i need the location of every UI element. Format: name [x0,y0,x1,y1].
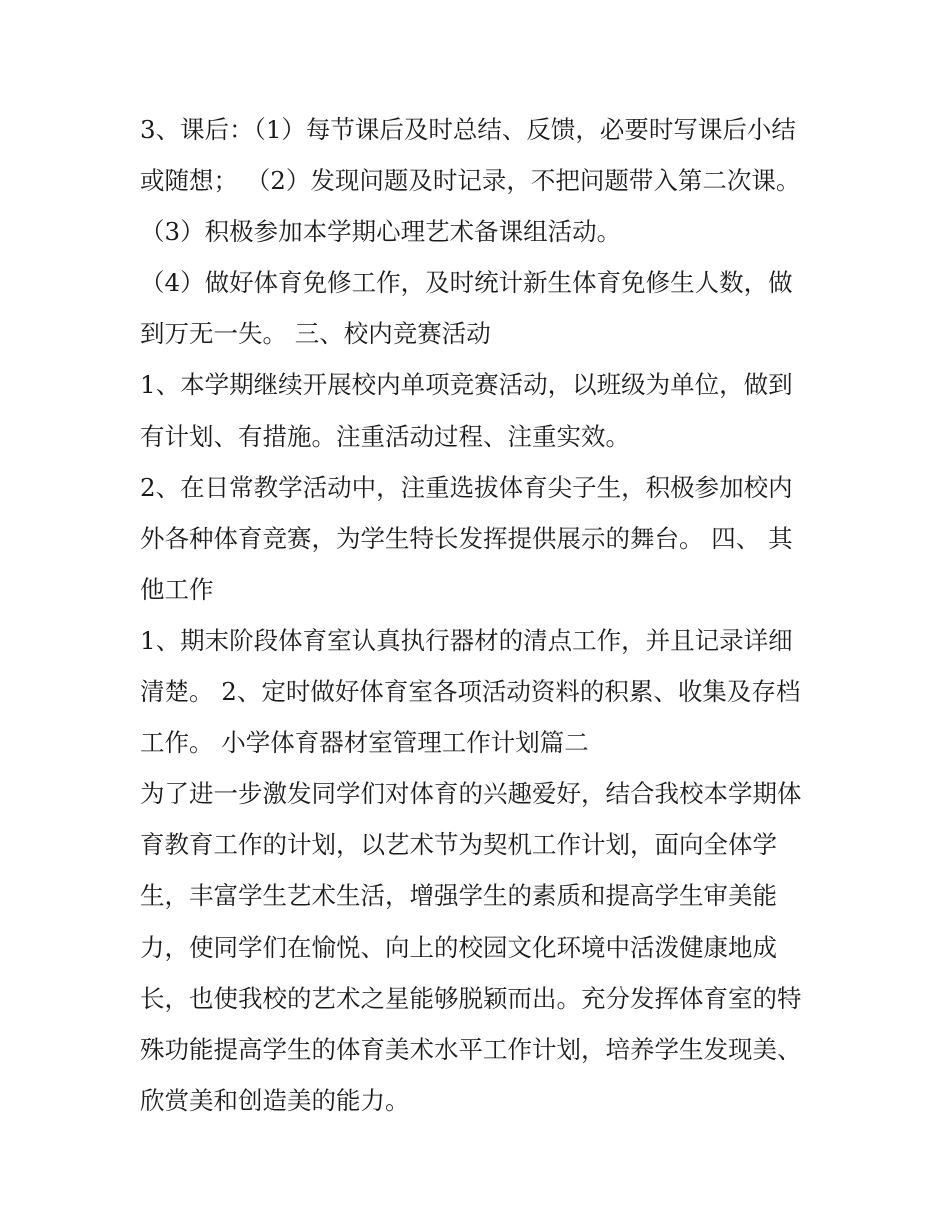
text-line: 或随想； （2）发现问题及时记录，不把问题带入第二次课。 [140,166,801,196]
text-line: （4）做好体育免修工作，及时统计新生体育免修生人数，做 [140,268,793,298]
text-line: 清楚。 2、定时做好体育室各项活动资料的积累、收集及存档 [140,677,801,707]
text-line: 2、在日常教学活动中，注重选拔体育尖子生，积极参加校内 [140,472,793,502]
body-text [140,104,830,1126]
text-line: 长，也使我校的艺术之星能够脱颖而出。充分发挥体育室的特 [140,983,802,1013]
text-line: 育教育工作的计划，以艺术节为契机工作计划，面向全体学 [140,830,777,860]
text-line: 他工作 [140,574,214,604]
text-line: 1、本学期继续开展校内单项竞赛活动，以班级为单位，做到 [140,370,793,400]
text-line: 殊功能提高学生的体育美术水平工作计划，培养学生发现美、 [140,1034,802,1064]
text-line: 为了进一步激发同学们对体育的兴趣爱好，结合我校本学期体 [140,779,802,809]
text-line: 3、课后：（1）每节课后及时总结、反馈，必要时写课后小结 [140,115,796,144]
text-line: 外各种体育竞赛，为学生特长发挥提供展示的舞台。 四、 其 [140,523,793,553]
text-line: 工作。 小学体育器材室管理工作计划篇二 [140,728,589,758]
text-line: 力，使同学们在愉悦、向上的校园文化环境中活泼健康地成 [140,932,777,962]
text-line: 欣赏美和创造美的能力。 [140,1085,410,1115]
text-line: （3）积极参加本学期心理艺术备课组活动。 [140,217,622,247]
text-line: 有计划、有措施。注重活动过程、注重实效。 [140,421,630,451]
text-line: 1、期末阶段体育室认真执行器材的清点工作，并且记录详细 [140,625,793,655]
text-line: 生，丰富学生艺术生活，增强学生的素质和提高学生审美能 [140,881,777,911]
text-line: 到万无一失。 三、校内竞赛活动 [140,319,491,349]
